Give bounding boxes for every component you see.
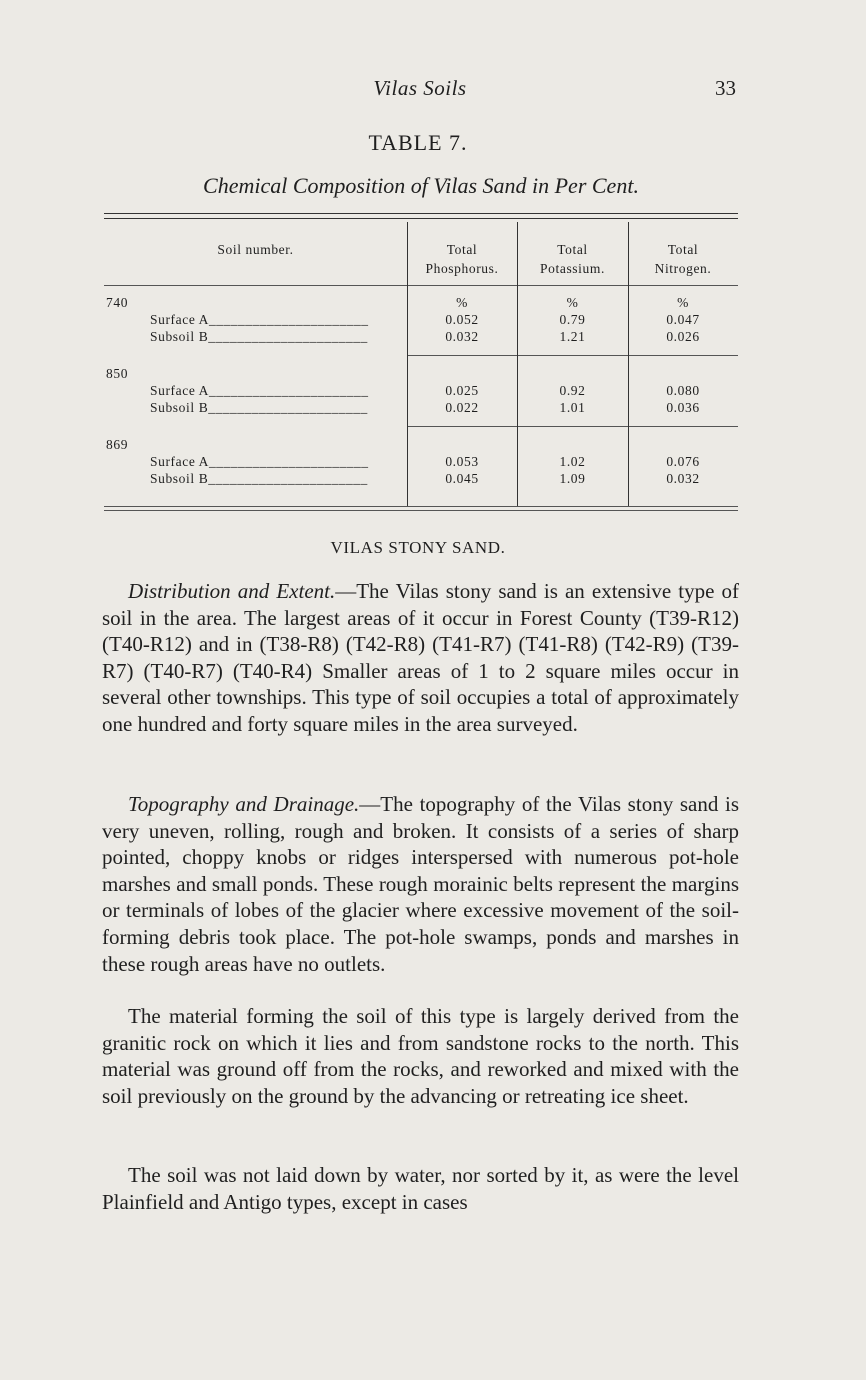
value-nitrogen: 0.036 bbox=[666, 400, 700, 415]
value-potassium: 0.92 bbox=[559, 383, 586, 398]
unit-potassium: % bbox=[566, 295, 579, 310]
row-label-text: Surface A bbox=[150, 454, 210, 469]
column-header-line: Nitrogen. bbox=[654, 261, 712, 276]
dot-leader: ______________________ bbox=[208, 329, 368, 344]
table-bottom-rule-inner bbox=[104, 510, 738, 511]
row-label-text: Subsoil B bbox=[150, 400, 209, 415]
dot-leader: ______________________ bbox=[209, 312, 369, 327]
paragraph-text: The material forming the soil of this type is largely derived from the granitic rock on which it lies and from sandstone rocks to the north. This material was ground off from the rocks, and reworked and mixed with the soil previously on the ground by the advancing or retreating ice sheet. bbox=[102, 1004, 739, 1108]
value-phosphorus: 0.053 bbox=[445, 454, 479, 469]
column-header-phosphorus bbox=[407, 240, 517, 278]
row-label bbox=[150, 454, 404, 470]
value-potassium: 1.01 bbox=[559, 400, 586, 415]
paragraph-lead: Topography and Drainage. bbox=[128, 792, 360, 816]
paragraph-lead: Distribution and Extent. bbox=[128, 579, 336, 603]
running-title: Vilas Soils bbox=[373, 76, 467, 100]
paragraph-text: The soil was not laid down by water, nor sorted by it, as were the level Plainfield and Antigo types, except in cases bbox=[102, 1163, 739, 1214]
unit-nitrogen: % bbox=[677, 295, 689, 310]
value-potassium: 1.02 bbox=[559, 454, 586, 469]
row-label-text: Surface A bbox=[150, 312, 210, 327]
row-label bbox=[150, 312, 404, 328]
unit-phosphorus: % bbox=[456, 295, 468, 310]
value-nitrogen: 0.026 bbox=[666, 329, 700, 344]
paragraph-material bbox=[102, 1003, 739, 1109]
row-label bbox=[150, 400, 404, 416]
column-header-line: Total bbox=[667, 242, 699, 257]
value-potassium: 1.09 bbox=[559, 471, 586, 486]
dot-leader: ______________________ bbox=[209, 383, 369, 398]
value-potassium: 1.21 bbox=[559, 329, 586, 344]
value-nitrogen: 0.047 bbox=[666, 312, 700, 327]
paragraph-topography bbox=[102, 791, 739, 977]
soil-number: 850 bbox=[106, 366, 129, 381]
section-heading: VILAS STONY SAND. bbox=[330, 538, 506, 557]
row-label bbox=[150, 471, 404, 487]
row-label bbox=[150, 329, 404, 345]
column-header-line: Total bbox=[557, 242, 588, 257]
column-header-line: Phosphorus. bbox=[425, 261, 499, 276]
dot-leader: ______________________ bbox=[208, 471, 368, 486]
table-label: TABLE 7. bbox=[368, 130, 468, 155]
row-label-text: Surface A bbox=[150, 383, 210, 398]
value-phosphorus: 0.025 bbox=[445, 383, 479, 398]
column-header-soil-number bbox=[104, 240, 407, 259]
row-label bbox=[150, 383, 404, 399]
paragraph-distribution bbox=[102, 578, 739, 738]
page-number: 33 bbox=[715, 76, 736, 100]
value-nitrogen: 0.076 bbox=[666, 454, 700, 469]
paragraph-text: —The topography of the Vilas stony sand is very uneven, rolling, rough and broken. It consists of a series of sharp pointed, choppy knobs or ridges interspersed with numerous pot-hole marshes and small ponds. These rough morainic belts represent the margins or terminals of lobes of the glacier where excessive movement of the soil-forming debris took place. The pot-hole swamps, ponds and marshes in these rough areas have no outlets. bbox=[102, 792, 739, 976]
dot-leader: ______________________ bbox=[209, 454, 369, 469]
soil-number: 740 bbox=[106, 295, 129, 310]
column-header-nitrogen bbox=[628, 240, 738, 278]
header-rule bbox=[104, 285, 738, 286]
paragraph-text: —The Vilas stony sand is an extensive type of soil in the area. The largest areas of it occur in Forest County (T39-R12) (T40-R12) and in (T38-R8) (T42-R8) (T41-R7) (T41-R8) (T42-R9) (T39-R7) (T40-R7) (T40-R4) Smaller areas of 1 to 2 square miles occur in several other townships. This type of soil occupies a total of approximately one hundred and forty square miles in the area surveyed. bbox=[102, 579, 739, 736]
group-rule-1 bbox=[407, 355, 738, 356]
column-header-line: Total bbox=[446, 242, 478, 257]
value-nitrogen: 0.080 bbox=[666, 383, 700, 398]
value-potassium: 0.79 bbox=[559, 312, 586, 327]
value-phosphorus: 0.022 bbox=[445, 400, 479, 415]
value-phosphorus: 0.032 bbox=[445, 329, 479, 344]
column-header-line: Soil number. bbox=[217, 242, 294, 257]
group-rule-2 bbox=[407, 426, 738, 427]
row-label-text: Subsoil B bbox=[150, 329, 209, 344]
row-label-text: Subsoil B bbox=[150, 471, 209, 486]
column-header-potassium bbox=[517, 240, 628, 278]
table-top-rule bbox=[104, 213, 738, 214]
column-header-line: Potassium. bbox=[540, 261, 605, 276]
value-phosphorus: 0.045 bbox=[445, 471, 479, 486]
dot-leader: ______________________ bbox=[208, 400, 368, 415]
value-phosphorus: 0.052 bbox=[445, 312, 479, 327]
soil-number: 869 bbox=[106, 437, 129, 452]
value-nitrogen: 0.032 bbox=[666, 471, 700, 486]
paragraph-soil bbox=[102, 1162, 739, 1215]
running-head bbox=[102, 76, 738, 106]
table-bottom-rule bbox=[104, 506, 738, 507]
table-caption: Chemical Composition of Vilas Sand in Per Cent. bbox=[203, 173, 639, 198]
table-top-rule-inner bbox=[104, 218, 738, 219]
